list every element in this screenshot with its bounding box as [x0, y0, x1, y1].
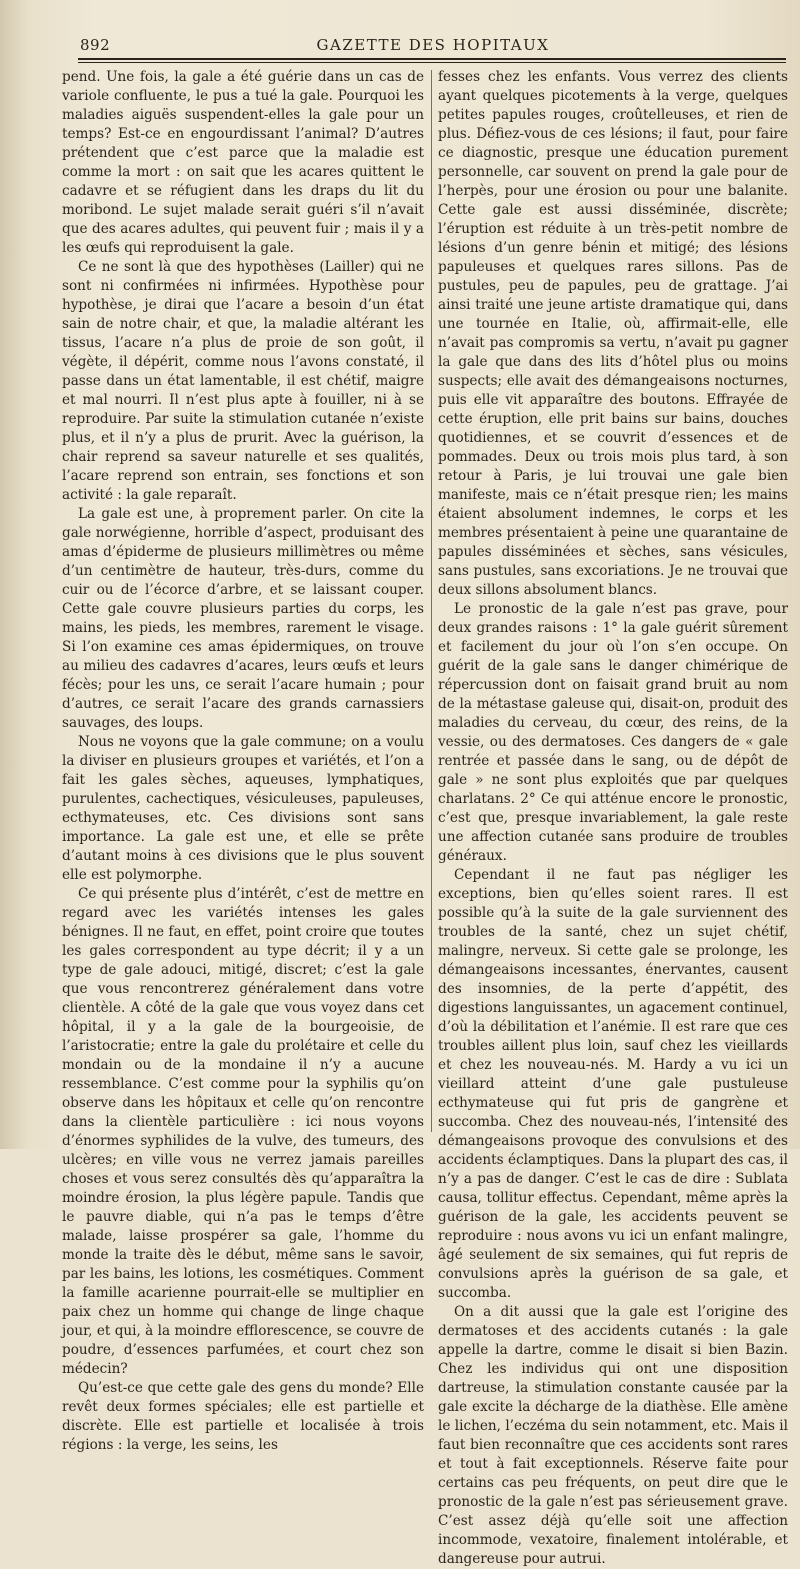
paragraph: Ce qui présente plus d’intérêt, c’est de mettre en regard avec les variétés intenses les gales bénignes. Il ne faut, en effet, point croire que toutes les gales correspondent au type décrit; il y a un type de gale adouci, mitigé, discret; c’est la gale que vous rencontrerez généralement dans votre clientèle. A côté de la gale que vous voyez dans cet hôpital, il y a la gale de la bourgeoisie, de l’aristocratie; entre la gale du prolétaire et celle du mondain ou de la mondaine il n’y a aucune ressemblance. C’est comme pour la syphilis qu’on observe dans les hôpitaux et celle qu’on rencontre dans la clientèle particulière : ici nous voyons d’énormes syphilides de la vulve, des tumeurs, des ulcères; en ville vous ne verrez jamais pareilles choses et vous serez consultés dès qu’apparaîtra la moindre érosion, la plus légère papule. Tandis que le pauvre diable, qui n’a pas le temps d’être malade, laisse prospérer sa gale, l’homme du monde la traite dès le début, même sans le savoir, par les bains, les lotions, les cosmétiques. Comment la famille acarienne pourrait-elle se multiplier en paix chez un homme qui change de linge chaque jour, et qui, à la moindre efflorescence, se couvre de poudre, d’essences parfumées, et court chez son médecin?: [62, 886, 424, 1377]
paragraph: Nous ne voyons que la gale commune; on a voulu la diviser en plusieurs groupes et variétés, et l’on a fait les gales sèches, aqueuses, lymphatiques, purulentes, cachectiques, vésiculeuses, papuleuses, ecthymateuses, etc. Ces divisions sont sans importance. La gale est une, et elle se prête d’autant moins à ces divisions que le plus souvent elle est polymorphe.: [62, 734, 424, 883]
page-number: 892: [80, 36, 111, 54]
paragraph: La gale est une, à proprement parler. On cite la gale norwégienne, horrible d’aspect, produisant des amas d’épiderme de plusieurs millimètres ou même d’un centimètre de hauteur, très-durs, comme du cuir ou de l’écorce d’arbre, et se laissant couper. Cette gale couvre plusieurs parties du corps, les mains, les pieds, les membres, rarement le visage. Si l’on examine ces amas épidermiques, on trouve au milieu des cadavres d’acares, leurs œufs et leurs fécès; pour les uns, ce serait l’acare humain ; pour d’autres, ce serait l’acare des grands carnassiers sauvages, des loups.: [62, 506, 424, 731]
paragraph: Qu’est-ce que cette gale des gens du monde? Elle revêt deux formes spéciales; elle est partielle et discrète. Elle est partielle et localisée à trois régions : la verge, les seins, les: [62, 1380, 424, 1453]
left-column: [62, 68, 424, 1453]
header-rule-thin: [78, 62, 786, 63]
paragraph: On a dit aussi que la gale est l’origine des dermatoses et des accidents cutanés : la gale appelle la dartre, comme le disait si bien Bazin. Chez les individus qui ont une disposition dartreuse, la stimulation constante causée par la gale excite la décharge de la diathèse. Elle amène le lichen, l’eczéma du sein notamment, etc. Mais il faut bien reconnaître que ces accidents sont rares et tout à fait exceptionnels. Réserve faite pour certains cas peu fréquents, on peut dire que le pronostic de la gale n’est pas sérieusement grave. C’est assez déjà qu’elle soit une affection incommode, vexatoire, finalement intolérable, et dangereuse pour autrui.: [438, 1304, 788, 1567]
right-column: [438, 68, 788, 1567]
column-divider: [431, 70, 432, 1132]
header-rule-thick: [78, 58, 786, 60]
page-edge-shadow: [0, 0, 28, 1149]
paragraph: pend. Une fois, la gale a été guérie dans un cas de variole confluente, le pus a tué la gale. Pourquoi les maladies aiguës suspendent-elles la gale pour un temps? Est-ce en engourdissant l’animal? D’autres prétendent que c’est parce que la maladie est comme la mort : on sait que les acares quittent le cadavre et se réfugient dans les draps du lit du moribond. Le sujet malade serait guéri s’il n’avait que des acares adultes, qui peuvent fuir ; mais il y a les œufs qui reproduisent la gale.: [62, 69, 424, 256]
running-head: [80, 30, 786, 54]
paragraph: fesses chez les enfants. Vous verrez des clients ayant quelques picotements à la verge, quelques petites papules rouges, croûtelleuses, et rien de plus. Défiez-vous de ces lésions; il faut, pour faire ce diagnostic, presque une éducation purement personnelle, car souvent on prend la gale pour de l’herpès, pour une érosion ou pour une balanite. Cette gale est aussi disséminée, discrète; l’éruption est réduite à un très-petit nombre de lésions d’un genre bénin et mitigé; des lésions papuleuses et quelques rares sillons. Pas de pustules, peu de papules, peu de grattage. J’ai ainsi traité une jeune artiste dramatique qui, dans une tournée en Italie, où, affirmait-elle, elle n’avait pas compromis sa vertu, n’avait pu gagner la gale que dans des lits d’hôtel plus ou moins suspects; elle avait des démangeaisons nocturnes, puis elle vit apparaître des boutons. Effrayée de cette éruption, elle prit bains sur bains, douches quotidiennes, et se couvrit d’essences et de pommades. Deux ou trois mois plus tard, à son retour à Paris, je lui trouvai une gale bien manifeste, mais ce n’était presque rien; les mains étaient absolument indemnes, le corps et les membres présentaient à peine une quarantaine de papules disséminées et sèches, sans vésicules, sans pustules, sans excoriations. Je ne trouvai que deux sillons absolument blancs.: [438, 69, 788, 598]
paragraph: Ce ne sont là que des hypothèses (Lailler) qui ne sont ni confirmées ni infirmées. Hypothèse pour hypothèse, je dirai que l’acare a besoin d’un état sain de notre chair, et que, la maladie altérant les tissus, l’acare n’a plus de proie de son goût, il végète, il dépérit, comme nous l’avons constaté, il passe dans un état lamentable, il est chétif, maigre et mal nourri. Il n’est plus apte à fouiller, ni à se reproduire. Par suite la stimulation cutanée n’existe plus, et il n’y a plus de prurit. Avec la guérison, la chair reprend sa saveur naturelle et ses qualités, l’acare reprend son entrain, ses fonctions et son activité : la gale reparaît.: [62, 259, 424, 503]
paragraph: Cependant il ne faut pas négliger les exceptions, bien qu’elles soient rares. Il est possible qu’à la suite de la gale surviennent des troubles de la santé, chez un sujet chétif, malingre, nerveux. Si cette gale se prolonge, les démangeaisons incessantes, énervantes, causent des insomnies, de la perte d’appétit, des digestions languissantes, un agacement continuel, d’où la débilitation et l’anémie. Il est rare que ces troubles aillent plus loin, sauf chez les vieillards et chez les nouveau-nés. M. Hardy a vu ici un vieillard atteint d’une gale pustuleuse ecthymateuse qui fut pris de gangrène et succomba. Chez des nouveau-nés, l’intensité des démangeaisons provoque des convulsions et des accidents éclamptiques. Dans la plupart des cas, il n’y a pas de danger. C’est le cas de dire : Sublata causa, tollitur effectus. Cependant, même après la guérison de la gale, les accidents peuvent se reproduire : nous avons vu ici un enfant malingre, âgé seulement de six semaines, qui fut repris de convulsions après la guérison de sa gale, et succomba.: [438, 867, 788, 1301]
journal-title: GAZETTE DES HOPITAUX: [316, 36, 550, 54]
paragraph: Le pronostic de la gale n’est pas grave, pour deux grandes raisons : 1° la gale guérit sûrement et facilement du jour où l’on s’en occupe. On guérit de la gale sans le danger chimérique de répercussion dont on faisait grand bruit au nom de la métastase galeuse qui, disait-on, produit des maladies du cerveau, du cœur, des reins, de la vessie, ou des dermatoses. Ces dangers de « gale rentrée et passée dans le sang, ou de dépôt de gale » ne sont plus exploités que par quelques charlatans. 2° Ce qui atténue encore le pronostic, c’est que, presque invariablement, la gale reste une affection cutanée sans produire de troubles généraux.: [438, 601, 788, 864]
